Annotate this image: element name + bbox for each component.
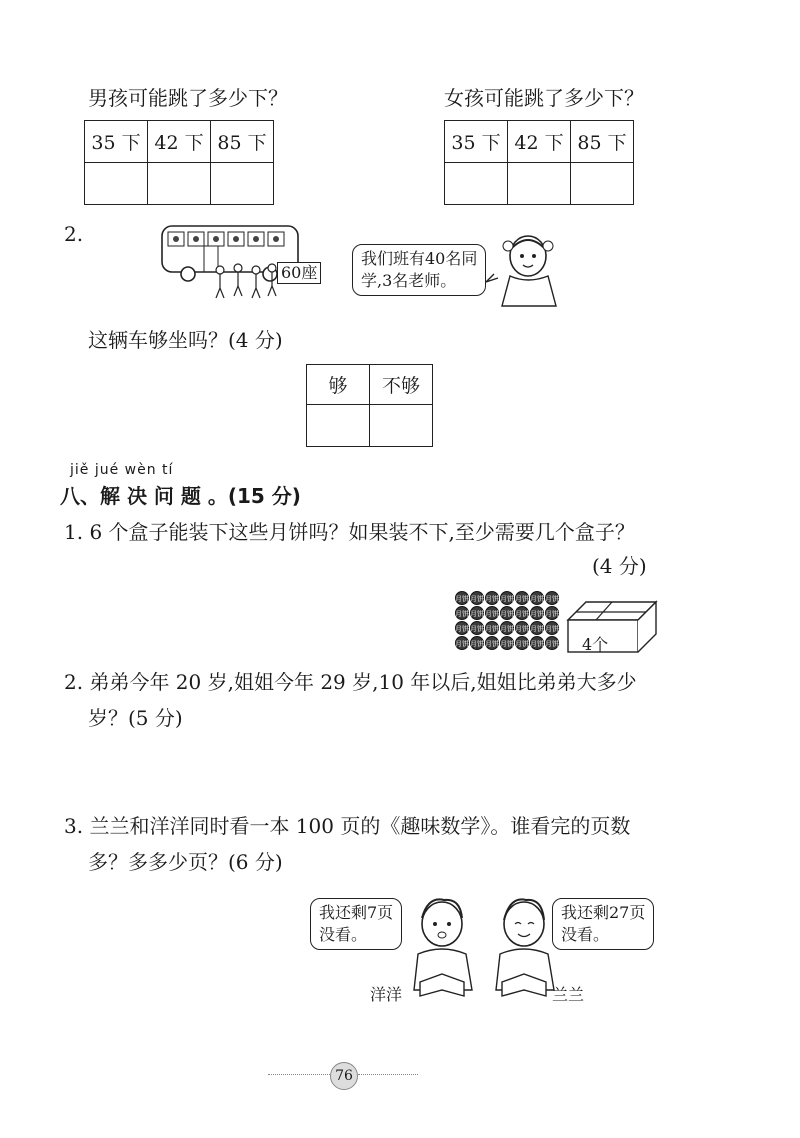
enough-answer-table bbox=[306, 364, 433, 447]
boy-answer-table bbox=[84, 120, 274, 205]
mooncake-label: 月饼 bbox=[515, 595, 529, 603]
answer-cell[interactable] bbox=[508, 163, 571, 205]
mooncake-label: 月饼 bbox=[500, 640, 514, 648]
speech-line: 我还剩27页 bbox=[561, 903, 646, 922]
mooncake-label: 月饼 bbox=[485, 595, 499, 603]
q2-question: 这辆车够坐吗？(4 分) bbox=[88, 328, 283, 352]
mooncake-label: 月饼 bbox=[455, 640, 469, 648]
mooncake-label: 月饼 bbox=[500, 610, 514, 618]
mooncake-label: 月饼 bbox=[455, 595, 469, 603]
problem-2-line2: 岁？(5 分) bbox=[88, 706, 183, 730]
mooncake-label: 月饼 bbox=[515, 625, 529, 633]
boy-question: 男孩可能跳了多少下？ bbox=[88, 86, 288, 110]
speech-line: 学,3名老师。 bbox=[361, 271, 457, 290]
option-cell: 35 下 bbox=[85, 121, 148, 163]
answer-cell[interactable] bbox=[307, 405, 370, 447]
speech-line: 我们班有40名同 bbox=[361, 249, 478, 268]
mooncake-label: 月饼 bbox=[485, 640, 499, 648]
mooncake-label: 月饼 bbox=[500, 595, 514, 603]
speech-line: 没看。 bbox=[319, 925, 368, 944]
girl-answer-table bbox=[444, 120, 634, 205]
mooncake-label: 月饼 bbox=[545, 595, 559, 603]
mooncake-group bbox=[454, 590, 564, 652]
mooncake-label: 月饼 bbox=[485, 625, 499, 633]
bus-seat-sign: 60座 bbox=[277, 262, 321, 284]
option-cell: 42 下 bbox=[148, 121, 211, 163]
mooncake-label: 月饼 bbox=[545, 640, 559, 648]
box-label: 4个 bbox=[582, 635, 609, 654]
option-enough: 够 bbox=[307, 365, 370, 405]
mooncake-label: 月饼 bbox=[500, 625, 514, 633]
section-pinyin: jiě jué wèn tí bbox=[70, 462, 174, 478]
option-not-enough: 不够 bbox=[370, 365, 433, 405]
girl-speech-bubble bbox=[352, 244, 486, 296]
mooncake-label: 月饼 bbox=[545, 610, 559, 618]
option-cell: 35 下 bbox=[445, 121, 508, 163]
mooncake-label: 月饼 bbox=[515, 640, 529, 648]
mooncake-label: 月饼 bbox=[470, 625, 484, 633]
lanlan-name: 兰兰 bbox=[552, 985, 585, 1004]
mooncake-label: 月饼 bbox=[530, 625, 544, 633]
girl-illustration bbox=[490, 228, 560, 306]
lanlan-speech-bubble bbox=[552, 898, 654, 950]
mooncake-label: 月饼 bbox=[530, 595, 544, 603]
problem-3-line1: 3. 兰兰和洋洋同时看一本 100 页的《趣味数学》。谁看完的页数 bbox=[64, 814, 631, 838]
problem-1-text: 1. 6 个盒子能装下这些月饼吗？如果装不下,至少需要几个盒子？ bbox=[64, 520, 635, 544]
girl-question: 女孩可能跳了多少下？ bbox=[444, 86, 644, 110]
mooncake-label: 月饼 bbox=[470, 595, 484, 603]
speech-line: 我还剩7页 bbox=[319, 903, 394, 922]
mooncake-label: 月饼 bbox=[485, 610, 499, 618]
option-cell: 42 下 bbox=[508, 121, 571, 163]
section-title: 八、解 决 问 题 。(15 分) bbox=[60, 484, 301, 508]
problem-1-score: (4 分) bbox=[592, 554, 647, 578]
option-cell: 85 下 bbox=[211, 121, 274, 163]
yangyang-illustration bbox=[404, 890, 478, 1006]
mooncake-label: 月饼 bbox=[515, 610, 529, 618]
yangyang-name: 洋洋 bbox=[370, 985, 403, 1004]
option-cell: 85 下 bbox=[571, 121, 634, 163]
answer-cell[interactable] bbox=[85, 163, 148, 205]
box-illustration bbox=[566, 598, 660, 656]
mooncake-label: 月饼 bbox=[455, 610, 469, 618]
lanlan-illustration bbox=[490, 890, 560, 1006]
problem-3-line2: 多？多多少页？(6 分) bbox=[88, 850, 283, 874]
mooncake-label: 月饼 bbox=[530, 640, 544, 648]
answer-cell[interactable] bbox=[211, 163, 274, 205]
mooncake-label: 月饼 bbox=[545, 625, 559, 633]
speech-line: 没看。 bbox=[561, 925, 610, 944]
mooncake-label: 月饼 bbox=[470, 610, 484, 618]
page-number: 76 bbox=[330, 1062, 358, 1090]
answer-cell[interactable] bbox=[148, 163, 211, 205]
yangyang-speech-bubble bbox=[310, 898, 402, 950]
answer-cell[interactable] bbox=[445, 163, 508, 205]
mooncake-label: 月饼 bbox=[470, 640, 484, 648]
mooncake-label: 月饼 bbox=[530, 610, 544, 618]
answer-cell[interactable] bbox=[370, 405, 433, 447]
question-number: 2. bbox=[64, 222, 84, 246]
mooncake-label: 月饼 bbox=[455, 625, 469, 633]
problem-2-line1: 2. 弟弟今年 20 岁,姐姐今年 29 岁,10 年以后,姐姐比弟弟大多少 bbox=[64, 670, 637, 694]
footer-divider-right bbox=[358, 1074, 418, 1075]
answer-cell[interactable] bbox=[571, 163, 634, 205]
